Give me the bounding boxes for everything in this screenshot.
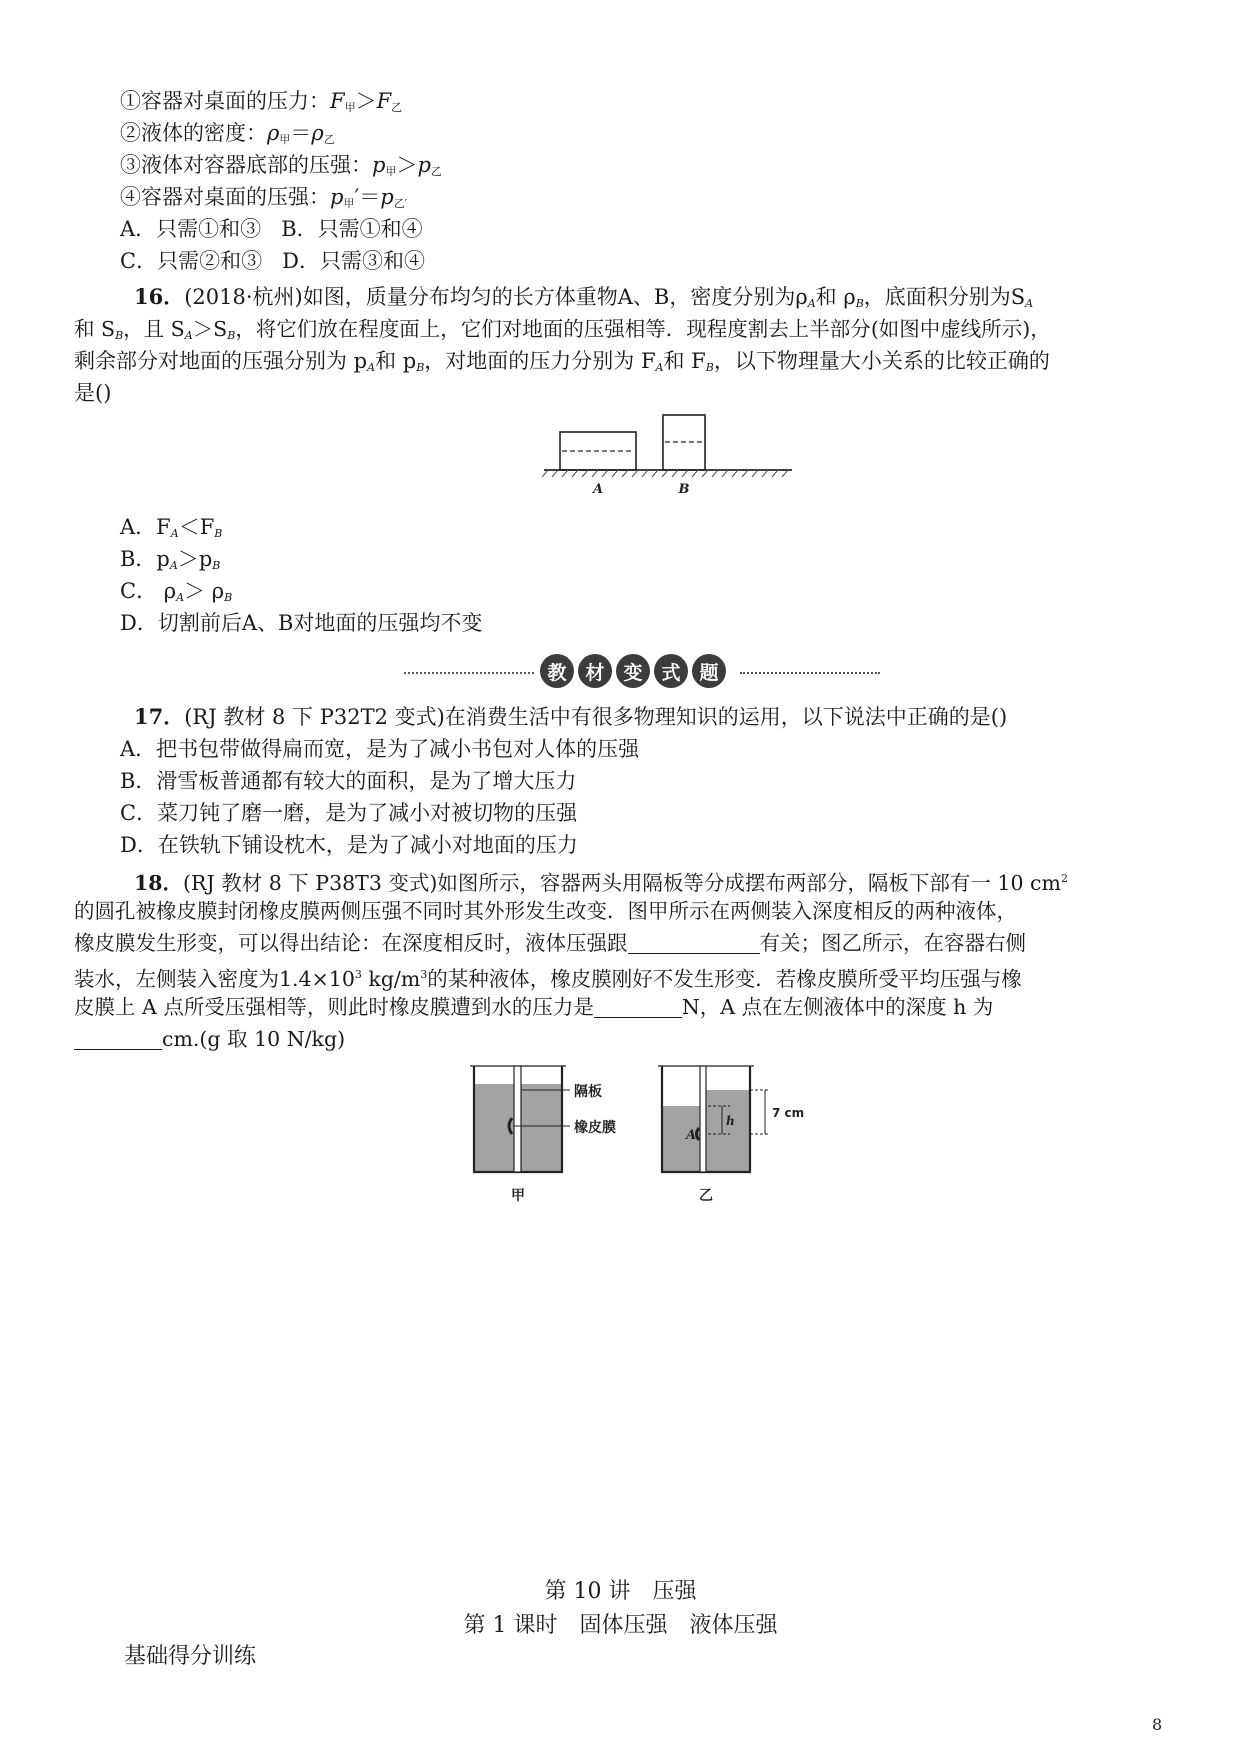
option-text: A．F: [120, 515, 171, 539]
option-text: ＞ ρ: [184, 579, 225, 603]
superscript: 3: [420, 968, 428, 981]
option-text: B．p: [120, 547, 170, 571]
stem-text: 的圆孔被橡皮膜封闭橡皮膜两侧压强不同时其外形发生改变．图甲所示在两侧装入深度相反的两种液体，: [74, 899, 1017, 923]
q18-line-1: [134, 864, 1068, 898]
subscript: B: [115, 329, 124, 342]
section-heading: 基础得分训练: [124, 1644, 257, 1669]
stem-text: ，底面积分别为S: [863, 285, 1026, 309]
containers-diagram: [468, 1062, 828, 1212]
subscript: A: [1025, 297, 1034, 310]
q15-options-row-1: [120, 214, 423, 244]
symbol: ρ: [311, 121, 324, 145]
option-text: ＞p: [177, 547, 213, 571]
option-text: D．切割前后A、B对地面的压强均不变: [120, 611, 483, 635]
subscript: B: [224, 591, 233, 604]
q16-number: 16．: [134, 284, 185, 309]
stem-text: 橡皮膜发生形变，可以得出结论：在深度相反时，液体压强跟: [74, 931, 628, 955]
stem-text: 有关；图乙所示，在容器右侧: [759, 931, 1026, 955]
q16-option-d[interactable]: [120, 608, 482, 638]
q17-option-d[interactable]: [120, 830, 578, 860]
option-text: B．滑雪板普通都有较大的面积，是为了增大压力: [120, 769, 577, 793]
subscript: A: [367, 361, 376, 374]
banner-char: 题: [692, 654, 726, 688]
subscript: 乙: [430, 165, 442, 178]
subscript: 甲: [279, 133, 291, 146]
q16-stem-line-4: [74, 378, 111, 408]
partition-jia: [514, 1066, 521, 1172]
section-banner: [404, 650, 880, 696]
stem-text: cm.(g 取 10 N/kg): [162, 1027, 346, 1051]
relation: ′＝: [354, 185, 381, 209]
q17-stem: [134, 702, 1007, 732]
stem-text: (如图中虚线所示)，: [870, 317, 1051, 341]
banner-dots-left: [404, 672, 534, 674]
banner-chips: [540, 654, 726, 688]
subscript: B: [214, 527, 223, 540]
q15-options-row-2: [120, 246, 425, 276]
banner-char: 教: [540, 654, 574, 688]
stem-text: 皮膜上 A 点所受压强相等，则此时橡皮膜遭到水的压力是: [74, 995, 594, 1019]
partition-yi: [700, 1066, 706, 1172]
subscript: B: [705, 361, 714, 374]
answer-blank-2[interactable]: [594, 997, 682, 1018]
relation: ＞: [396, 153, 418, 177]
symbol: p: [330, 185, 344, 209]
symbol: F: [330, 89, 345, 113]
answer-blank-3[interactable]: [74, 1029, 162, 1050]
q15-option-d[interactable]: D．只需③和④: [282, 249, 425, 273]
subscript: 甲: [344, 101, 356, 114]
q17-option-b[interactable]: [120, 766, 576, 796]
stem-text: 的某种液体，橡皮膜刚好不发生形变．若橡皮膜所受平均压强与橡: [427, 967, 1022, 991]
label-partition: 隔板: [574, 1084, 602, 1100]
stem-text: 装水，左侧装入密度为1.4×10: [74, 967, 355, 991]
relation: ＞: [355, 89, 377, 113]
label-jia: 甲: [511, 1188, 525, 1204]
q17-number: 17．: [134, 704, 185, 729]
option-text: D．在铁轨下铺设枕木，是为了减小对地面的压力: [120, 833, 578, 857]
banner-dots-right: [740, 672, 880, 674]
option-text: A．把书包带做得扁而宽，是为了减小书包对人体的压强: [120, 737, 640, 761]
lesson-title: 第 1 课时 固体压强 液体压强: [463, 1613, 778, 1638]
container-yi: [658, 1066, 804, 1204]
q17-option-a[interactable]: [120, 734, 639, 764]
superscript: 3: [354, 968, 362, 981]
subscript: B: [212, 559, 221, 572]
container-jia: [470, 1066, 616, 1204]
banner-char: 变: [616, 654, 650, 688]
stem-text: 剩余部分对地面的压强分别为 p: [74, 349, 368, 373]
lecture-title: 第 10 讲 压强: [544, 1579, 697, 1604]
symbol: ρ: [267, 121, 280, 145]
stem-text: 和 p: [375, 349, 417, 373]
subscript: A: [170, 527, 179, 540]
subscript: A: [184, 329, 193, 342]
superscript: 2: [1060, 872, 1068, 885]
q16-stem-line-3: [74, 346, 1050, 383]
q18-number: 18．: [134, 871, 184, 895]
relation: ＝: [290, 121, 312, 145]
subscript: B: [227, 329, 236, 342]
symbol: F: [376, 89, 392, 113]
q18-line-5: [74, 992, 993, 1022]
item-text: ③液体对容器底部的压强：: [120, 153, 372, 177]
item-text: ①容器对桌面的压力：: [120, 89, 330, 113]
label-7cm: 7 cm: [772, 1106, 805, 1120]
q18-figure: [468, 1062, 828, 1212]
stem-text: ，将它们放在程度面上，它们对地面的压强相等．现程度割去上半部分: [235, 317, 871, 341]
label-membrane: 橡皮膜: [574, 1120, 616, 1136]
option-text: C．菜刀钝了磨一磨，是为了减小对被切物的压强: [120, 801, 578, 825]
stem-text: kg/m: [361, 967, 421, 991]
banner-char: 式: [654, 654, 688, 688]
q18-line-3: [74, 928, 1026, 958]
water-right-yi: [706, 1090, 750, 1172]
q18-line-2: [74, 896, 1017, 926]
subscript: A: [169, 559, 178, 572]
symbol: p: [372, 153, 386, 177]
subscript: 甲: [385, 165, 397, 178]
stem-text: 和 S: [74, 317, 116, 341]
q18-line-6: [74, 1024, 345, 1054]
q17-option-c[interactable]: [120, 798, 577, 828]
label-yi: 乙: [699, 1188, 713, 1204]
stem-text: ，以下物理量大小关系的比较正确的: [713, 349, 1050, 373]
stem-text: 和 F: [663, 349, 706, 373]
stem-text: ＞S: [192, 317, 228, 341]
stem-text: 和 ρ: [815, 285, 856, 309]
subscript: 乙: [323, 133, 335, 146]
q15-option-a[interactable]: A．只需①和③: [120, 217, 262, 241]
subscript: B: [855, 297, 864, 310]
stem-text: (RJ 教材 8 下 P38T3 变式)如图所示，容器两头用隔板等分成摆布两部分，隔板下部有一 10 cm: [183, 871, 1061, 895]
q15-option-b[interactable]: B．只需①和④: [281, 217, 423, 241]
subscript: 乙′: [393, 197, 408, 210]
symbol: p: [417, 153, 431, 177]
blocks-diagram: [538, 408, 798, 500]
subscript: A: [655, 361, 664, 374]
label-b: B: [678, 482, 690, 497]
q18-line-4: [74, 960, 1022, 994]
q16-figure: [538, 408, 798, 500]
subscript: 甲: [343, 197, 355, 210]
stem-text: 如图，质量分布均匀的长方体重物A、B，密度分别为ρ: [302, 285, 808, 309]
ground-hatch: [542, 470, 788, 477]
q16-source: (2018·杭州): [184, 285, 303, 309]
stem-text: N，A 点在左侧液体中的深度 h 为: [681, 995, 994, 1019]
symbol: p: [380, 185, 394, 209]
option-text: C． ρ: [120, 579, 177, 603]
subscript: 乙: [391, 101, 403, 114]
stem-text: (RJ 教材 8 下 P32T2 变式)在消费生活中有很多物理知识的运用，以下说法中正确的是(): [184, 705, 1008, 729]
label-point-a: A: [686, 1128, 697, 1143]
item-text: ②液体的密度：: [120, 121, 267, 145]
stem-text: ，且 S: [123, 317, 185, 341]
subscript: A: [807, 297, 816, 310]
page-number: 8: [1152, 1715, 1163, 1734]
item-text: ④容器对桌面的压强：: [120, 185, 330, 209]
label-a: A: [592, 482, 604, 497]
subscript: A: [176, 591, 185, 604]
label-h: h: [726, 1114, 735, 1128]
banner-char: 材: [578, 654, 612, 688]
option-text: ＜F: [178, 515, 215, 539]
stem-text: ，对地面的压力分别为 F: [424, 349, 656, 373]
subscript: B: [416, 361, 425, 374]
stem-text: 是(): [74, 381, 112, 405]
q15-option-c[interactable]: C．只需②和③: [120, 249, 263, 273]
answer-blank-1[interactable]: [628, 933, 760, 954]
